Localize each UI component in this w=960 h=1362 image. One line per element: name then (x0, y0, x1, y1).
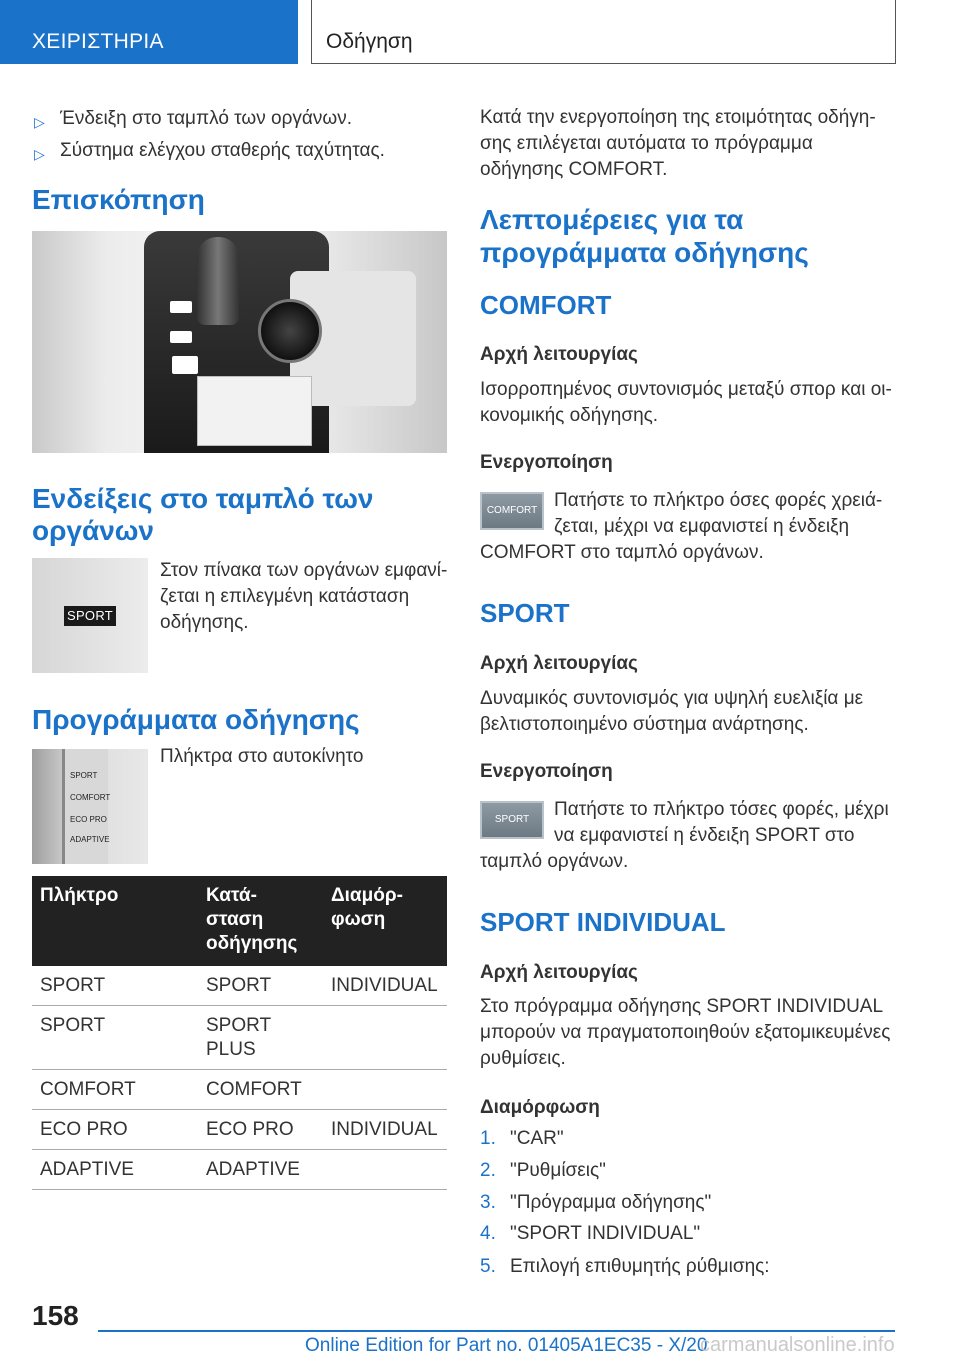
individual-principle-label: Αρχή λειτουργίας (480, 962, 638, 983)
table-header-mode (198, 876, 323, 966)
overview-heading: Επισκόπηση (32, 184, 205, 215)
table-cell: ADAPTIVE (198, 1150, 323, 1190)
bullet-text: Σύστημα ελέγχου σταθερής ταχύτητας. (60, 140, 385, 161)
comfort-act-3: COMFORT στο ταμπλό οργάνων. (480, 542, 764, 563)
header-line: Πλήκτρο (40, 885, 119, 906)
bullet-item (32, 107, 452, 131)
config-label: Διαμόρφωση (480, 1097, 600, 1118)
table-cell: INDIVIDUAL (323, 966, 447, 1006)
intro-line-2: σης επιλέγεται αυτόματα το πρόγραμμα (480, 133, 813, 154)
display-heading-2: οργάνων (32, 515, 155, 546)
comfort-act-1: Πατήστε το πλήκτρο όσες φορές χρειά- (554, 490, 883, 511)
comfort-heading: COMFORT (480, 290, 612, 320)
list-number: 1. (480, 1128, 496, 1149)
list-text: Επιλογή επιθυμητής ρύθμισης: (510, 1256, 770, 1277)
table-cell: INDIVIDUAL (323, 1110, 447, 1150)
display-thumbnail (32, 558, 148, 673)
modes-table (32, 876, 447, 1190)
table-cell: ECO PRO (198, 1110, 323, 1150)
individual-desc-3: ρυθμίσεις. (480, 1048, 566, 1069)
key-label: SPORT (70, 771, 98, 780)
modes-text: Πλήκτρα στο αυτοκίνητο (160, 746, 364, 767)
table-header-config (323, 876, 447, 966)
start-stop-button (172, 356, 198, 374)
table-cell: COMFORT (198, 1070, 323, 1110)
sport-desc-2: βελτιστοποιημένο σύστημα ανάρτησης. (480, 714, 809, 735)
section-tab: ΧΕΙΡΙΣΤΗΡΙΑ (0, 0, 298, 64)
display-text-1: Στον πίνακα των οργάνων εμφανί- (160, 560, 448, 581)
sport-display-badge: SPORT (64, 606, 116, 626)
sport-act-2: να εμφανιστεί η ένδειξη SPORT στο (554, 825, 855, 846)
list-text: "CAR" (510, 1128, 564, 1149)
list-text: "Ρυθμίσεις" (510, 1160, 606, 1181)
individual-desc-2: μπορούν να πραγματοποιηθούν εξατομικευμένες (480, 1022, 891, 1043)
comfort-act-2: ζεται, μέχρι να εμφανιστεί η ένδειξη (554, 516, 850, 537)
bullet-triangle-icon: ▷ (34, 146, 45, 162)
individual-desc-1: Στο πρόγραμμα οδήγησης SPORT INDIVIDUAL (480, 996, 884, 1017)
key-label: ECO PRO (70, 815, 107, 824)
sport-act-3: ταμπλό οργάνων. (480, 851, 629, 872)
intro-line-3: οδήγησης COMFORT. (480, 159, 668, 180)
list-number: 2. (480, 1160, 496, 1181)
table-cell: SPORT PLUS (198, 1006, 323, 1070)
comfort-desc-1: Ισορροπημένος συντονισμός μεταξύ σπορ και οι- (480, 379, 892, 400)
intro-line-1: Κατά την ενεργοποίηση της ετοιμότητας οδήγη- (480, 107, 876, 128)
table-cell: ADAPTIVE (32, 1150, 198, 1190)
comfort-principle-label: Αρχή λειτουργίας (480, 344, 638, 365)
mode-keys-panel (62, 749, 111, 864)
sport-heading: SPORT (480, 598, 570, 628)
sport-desc-1: Δυναμικός συντονισμός για υψηλή ευελιξία με (480, 688, 864, 709)
chapter-title: Οδήγηση (311, 0, 896, 64)
table-cell: SPORT (198, 966, 323, 1006)
bullet-text: Ένδειξη στο ταμπλό των οργάνων. (60, 108, 352, 129)
display-heading-1: Ενδείξεις στο ταμπλό των (32, 483, 374, 514)
table-cell: COMFORT (32, 1070, 198, 1110)
key-label: ADAPTIVE (70, 835, 110, 844)
header-line: Διαμόρ- (331, 885, 403, 906)
table-cell (323, 1070, 447, 1110)
sport-principle-label: Αρχή λειτουργίας (480, 653, 638, 674)
bullet-triangle-icon: ▷ (34, 114, 45, 130)
details-heading-2: προγράμματα οδήγησης (480, 237, 809, 268)
display-text-2: ζεται η επιλεγμένη κατάσταση (160, 586, 410, 607)
list-text: "Πρόγραμμα οδήγησης" (510, 1192, 712, 1213)
table-cell: SPORT (32, 966, 198, 1006)
table-row (32, 1070, 447, 1110)
comfort-activation-label: Ενεργοποίηση (480, 452, 613, 473)
comfort-key-image: COMFORT (480, 492, 544, 530)
header-line: φωση (331, 909, 386, 930)
watermark: carmanualsonline.info (700, 1334, 895, 1356)
details-heading-1: Λεπτομέρειες για τα (480, 204, 744, 235)
table-row (32, 966, 447, 1006)
header-line: σταση (206, 909, 264, 930)
list-number: 4. (480, 1223, 496, 1244)
display-text-3: οδήγησης. (160, 612, 249, 633)
idrive-controller (258, 299, 322, 363)
footer-rule (98, 1330, 895, 1332)
page-number: 158 (32, 1300, 79, 1331)
sport-key-image: SPORT (480, 801, 544, 839)
mini-button (170, 331, 192, 343)
table-row (32, 1006, 447, 1070)
gear-lever (197, 237, 239, 325)
console-photo (32, 231, 447, 453)
sport-activation-label: Ενεργοποίηση (480, 761, 613, 782)
mini-button (170, 301, 192, 313)
individual-heading: SPORT INDIVIDUAL (480, 907, 726, 937)
key-label: COMFORT (70, 793, 111, 802)
modes-heading: Προγράμματα οδήγησης (32, 704, 360, 735)
sport-act-1: Πατήστε το πλήκτρο τόσες φορές, μέχρι (554, 799, 889, 820)
table-cell: ECO PRO (32, 1110, 198, 1150)
keys-thumbnail (32, 749, 148, 864)
edition-text: Online Edition for Part no. 01405A1EC35 - X/20 (305, 1335, 708, 1356)
table-row (32, 1150, 447, 1190)
table-cell (323, 1006, 447, 1070)
header-line: Κατά- (206, 885, 257, 906)
list-number: 5. (480, 1256, 496, 1277)
table-header-key (32, 876, 198, 966)
control-pad (197, 376, 312, 446)
table-cell (323, 1150, 447, 1190)
list-number: 3. (480, 1192, 496, 1213)
header-line: οδήγησης (206, 933, 298, 954)
table-row (32, 1110, 447, 1150)
list-text: "SPORT INDIVIDUAL" (510, 1223, 701, 1244)
table-cell: SPORT (32, 1006, 198, 1070)
comfort-desc-2: κονομικής οδήγησης. (480, 405, 659, 426)
table-header-row (32, 876, 447, 966)
bullet-item (32, 139, 452, 163)
